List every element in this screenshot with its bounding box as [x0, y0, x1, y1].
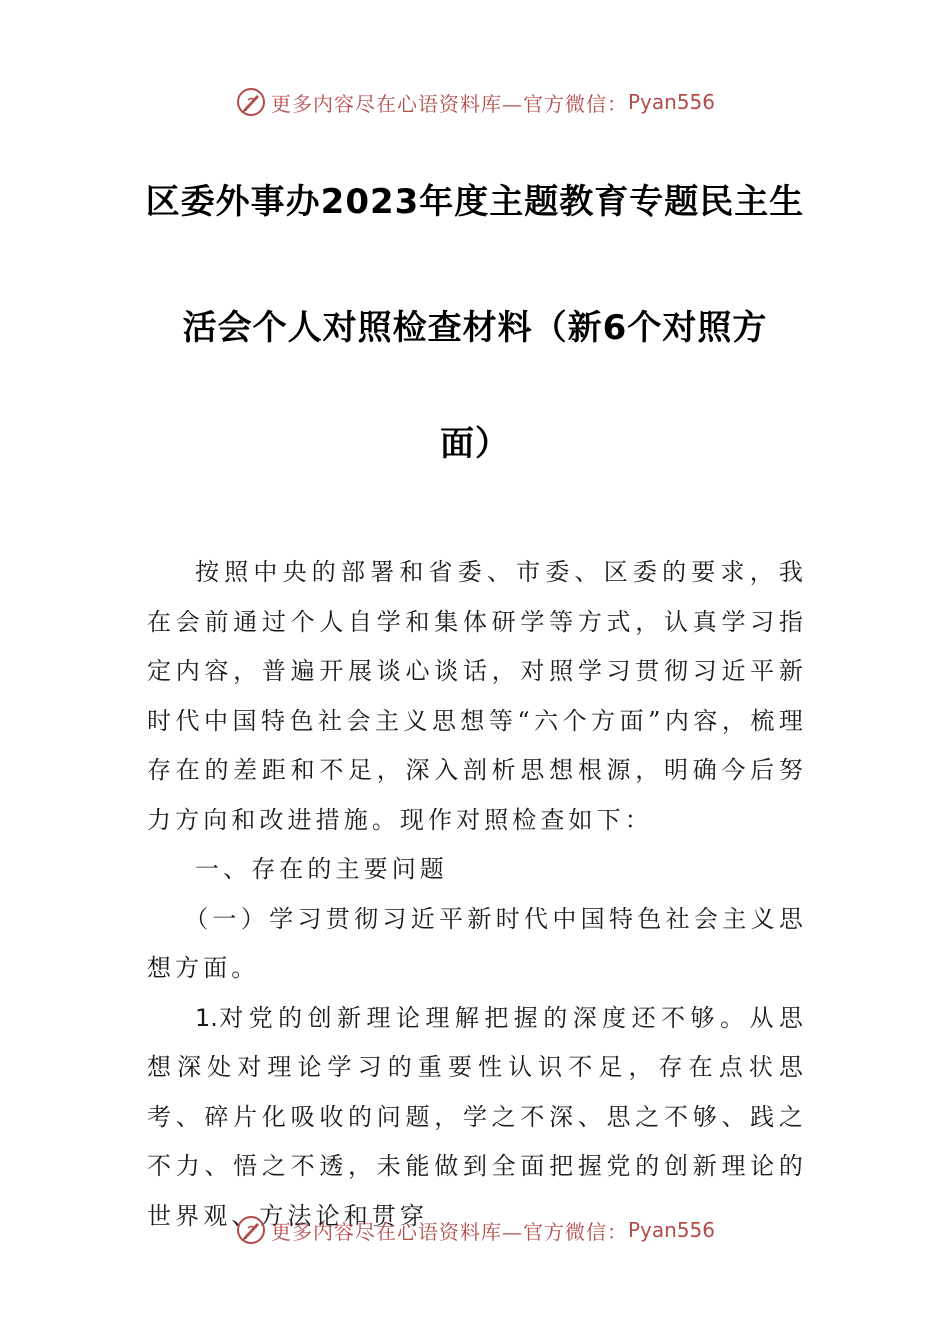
document-body — [147, 548, 807, 1241]
quill-logo-icon — [235, 86, 267, 118]
document-title-line-3: 面） — [440, 424, 510, 464]
subsection-heading: （一）学习贯彻习近平新时代中国特色社会主义思想方面。 — [147, 904, 807, 982]
watermark-wechat-id: Pyan556 — [627, 90, 715, 114]
item-text: 对党的创新理论理解把握的深度还不够。从思想深处对理论学习的重要性认识不足，存在点状思考、碎片化吸收的问题，学之不深、思之不够、践之不力、悟之不透，未能做到全面把握党的创新理论的世界观、方法论和贯穿 — [147, 1003, 807, 1230]
watermark-text: 更多内容尽在心语资料库—官方微信： — [270, 1219, 628, 1244]
watermark-wechat-id: Pyan556 — [627, 1218, 715, 1242]
watermark-banner-bottom — [0, 1210, 950, 1250]
section-heading: 一、存在的主要问题 — [195, 855, 448, 883]
watermark-text: 更多内容尽在心语资料库—官方微信： — [270, 91, 628, 116]
item-number: 1. — [195, 1003, 218, 1032]
document-title-line-1: 区委外事办2023年度主题教育专题民主生 — [145, 182, 805, 222]
document-title-line-2: 活会个人对照检查材料（新6个对照方 — [182, 308, 768, 348]
intro-paragraph: 按照中央的部署和省委、市委、区委的要求，我在会前通过个人自学和集体研学等方式，认真学习指定内容，普遍开展谈心谈话，对照学习贯彻习近平新时代中国特色社会主义思想等“六个方面”内容，梳理存在的差距和不足，深入剖析思想根源，明确今后努力方向和改进措施。现作对照检查如下： — [147, 558, 807, 834]
quill-logo-icon — [235, 1214, 267, 1246]
item-paragraph — [147, 994, 807, 1242]
watermark-banner-top — [0, 82, 950, 122]
